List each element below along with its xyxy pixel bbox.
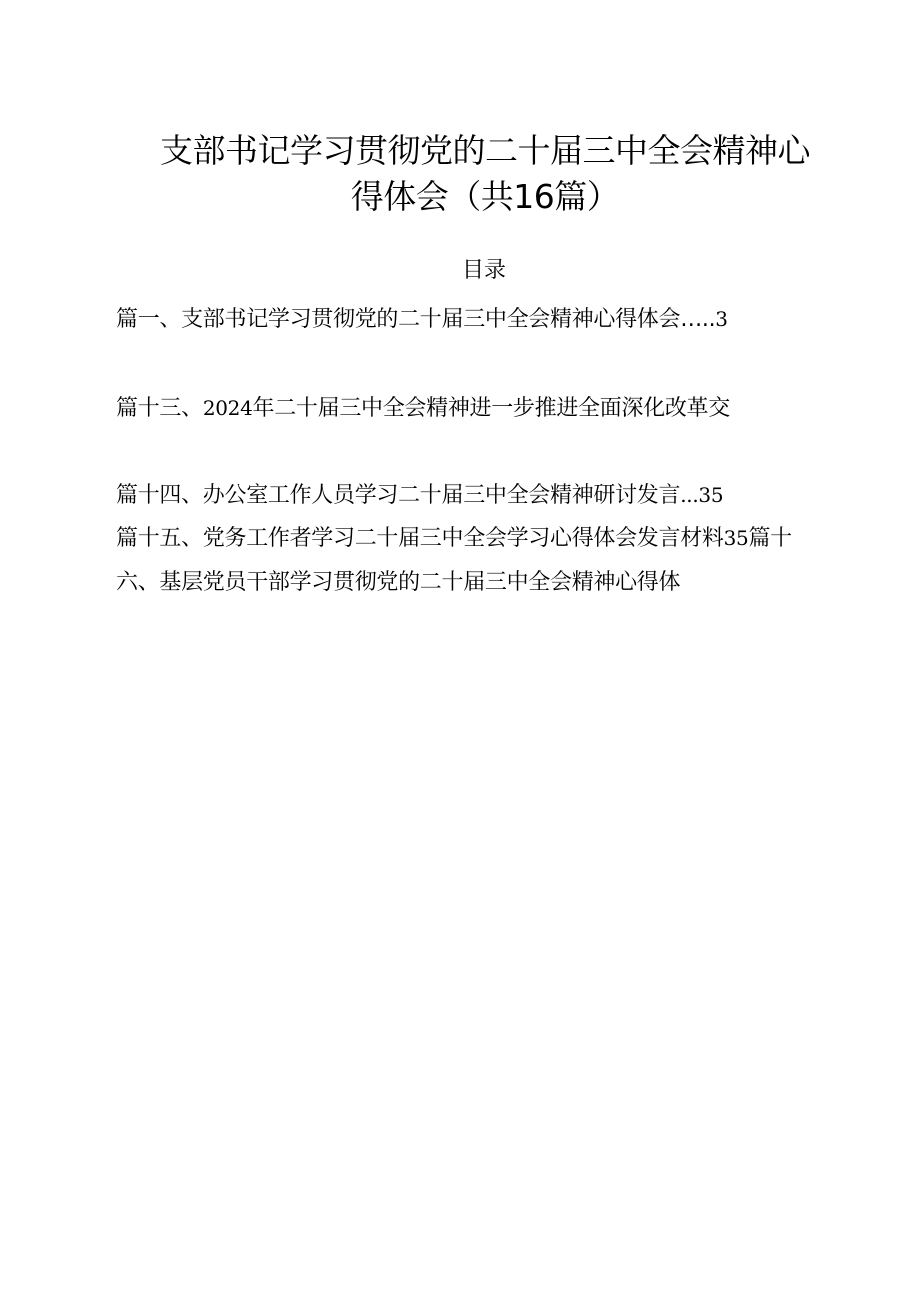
toc-entry-page: 35	[723, 526, 749, 550]
toc-entry-text: 篇十五、党务工作者学习二十届三中全会学习心得体会发言材料	[116, 526, 724, 551]
toc-entry-text: 年二十届三中全会精神进一步推进全面深化改革交	[252, 396, 730, 421]
document-title-line-1: 支部书记学习贯彻党的二十届三中全会精神心	[160, 131, 810, 170]
toc-entry-15[interactable]	[116, 523, 856, 554]
toc-entry-text: 篇一、支部书记学习贯彻党的二十届三中全会精神心得体会	[116, 307, 681, 332]
toc-entry-page: 35	[698, 483, 724, 507]
toc-entry-text: 六、基层党员干部学习贯彻党的二十届三中全会精神心得体	[116, 570, 681, 595]
toc-entry-16[interactable]	[116, 568, 856, 598]
toc-entry-1[interactable]	[116, 304, 856, 335]
toc-entry-page: 3	[715, 307, 728, 331]
toc-entry-leader: ...	[680, 483, 699, 507]
toc-heading: 目录	[461, 258, 506, 283]
toc-entry-leader: …..	[680, 307, 716, 332]
document-title-line-2: 得体会（共16篇）	[350, 177, 620, 216]
document-title	[120, 128, 850, 220]
toc-entry-next-start: 篇十	[748, 526, 792, 551]
toc-entry-13[interactable]	[116, 393, 856, 424]
toc-entry-year: 2024	[202, 396, 253, 420]
toc-entry-14[interactable]	[116, 480, 856, 511]
toc-entry-prefix: 篇十三、	[116, 396, 203, 421]
toc-entry-text: 篇十四、办公室工作人员学习二十届三中全会精神研讨发言	[116, 483, 681, 508]
